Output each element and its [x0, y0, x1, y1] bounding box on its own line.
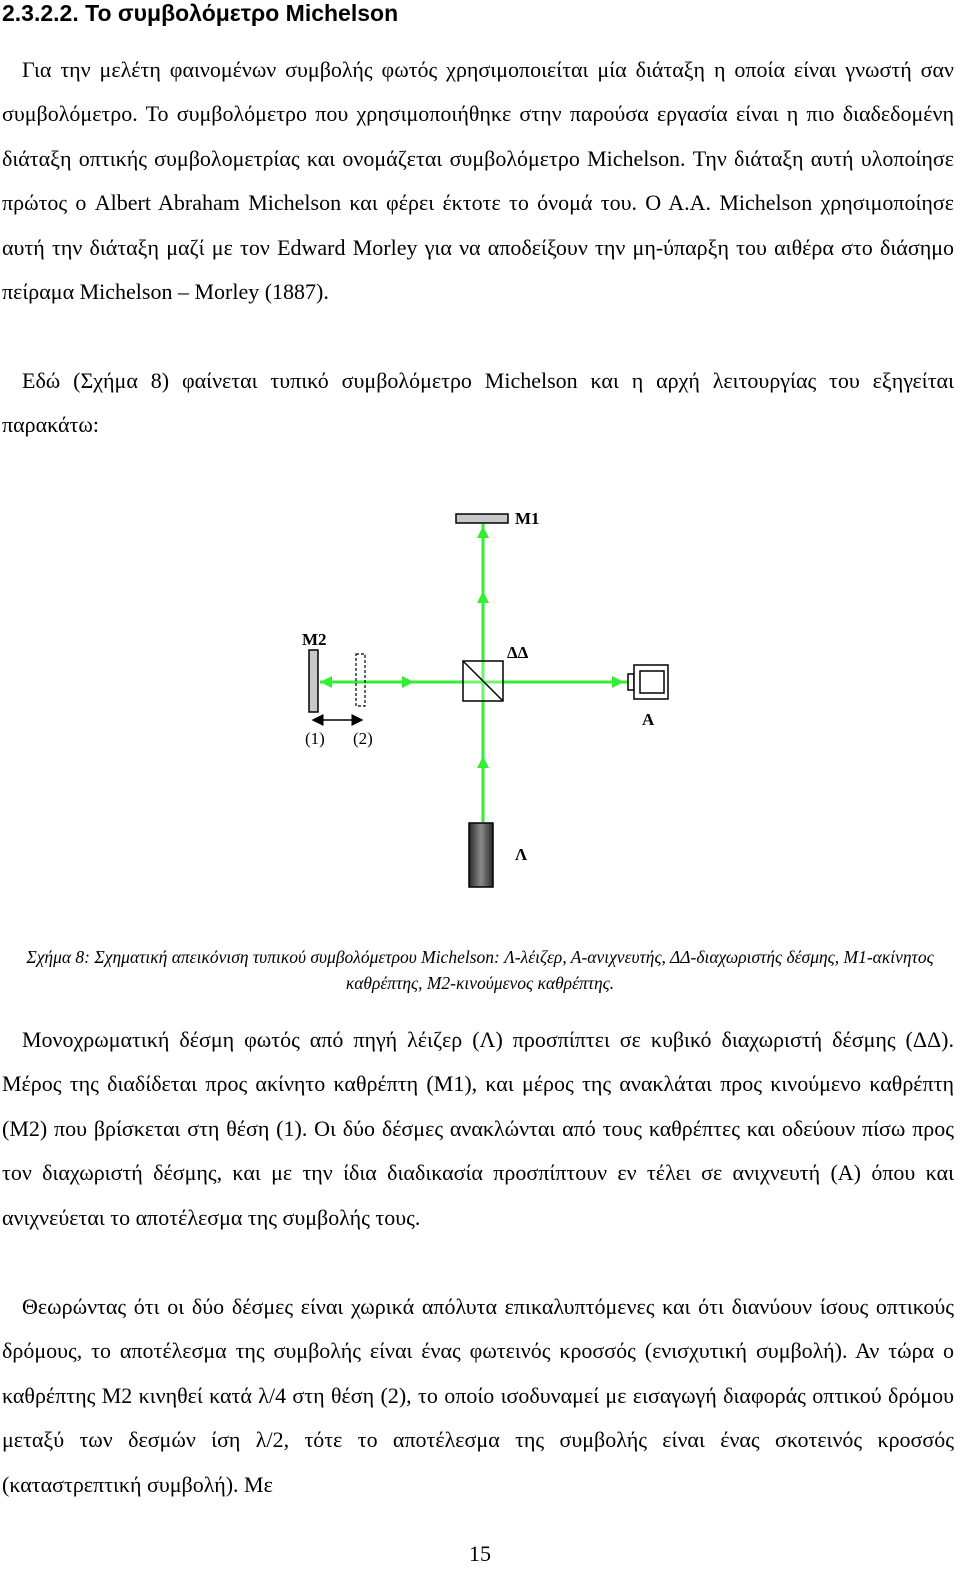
beam-arrow-up-mid: [477, 591, 489, 603]
label-position-2: (2): [353, 729, 373, 748]
mirror-m1: [456, 514, 508, 523]
paragraph-intro: Για την μελέτη φαινομένων συμβολής φωτός χρησιμοποιείται μία διάταξη η οποία είναι γνωστή σαν συμβολόμετρο. Το συμβολόμετρο που χρησιμοποιήθηκε στην παρούσα εργασία είναι η πιο διαδεδομένη διάταξη οπτικής συμβολομετρίας και ονομάζεται συμβολόμετρο Michelson. Την διάταξη αυτή υλοποίησε πρώτος ο Albert Abraham Michelson και φέρει έκτοτε το όνομά του. Ο Α.Α. Michelson χρησιμοποίησε αυτή την διάταξη μαζί με τον Edward Morley για να αποδείξουν την μη-ύπαρξη του αιθέρα στο διάσημο πείραμα Michelson – Morley (1887).: [2, 57, 954, 305]
paragraph-figure-ref: Εδώ (Σχήμα 8) φαίνεται τυπικό συμβολόμετρο Michelson και η αρχή λειτουργίας του εξηγείται παρακάτω:: [2, 368, 954, 438]
label-laser: Λ: [515, 845, 528, 864]
paragraph-operation: Μονοχρωματική δέσμη φωτός από πηγή λέιζερ (Λ) προσπίπτει σε κυβικό διαχωριστή δέσμης (ΔΔ). Μέρος της διαδίδεται προς ακίνητο καθρέπτη (Μ1), και μέρος της ανακλάται προς κινούμενο καθρέπτη (Μ2) που βρίσκεται στη θέση (1). Οι δύο δέσμες ανακλώνται από τους καθρέπτες και οδεύουν πίσω προς τον διαχωριστή δέσμης, και με την ίδια διαδικασία προσπίπτουν εν τέλει σε ανιχνευτή (Α) όπου και ανιχνεύεται το αποτέλεσμα της συμβολής τους.: [2, 1027, 954, 1230]
laser-source: [469, 823, 493, 887]
label-position-1: (1): [305, 729, 325, 748]
mirror-m2-position-2: [356, 654, 365, 706]
section-heading: 2.3.2.2. Το συμβολόμετρο Michelson: [2, 0, 399, 26]
page-number: 15: [469, 1541, 491, 1566]
beam-arrow-left: [320, 676, 332, 688]
detector: [628, 665, 668, 699]
label-beam-splitter: ΔΔ: [507, 643, 529, 662]
beam-arrow-right-mid: [402, 676, 414, 688]
beam-arrow-right-end: [612, 676, 624, 688]
mirror-m2: [309, 650, 318, 712]
figure-caption: Σχήμα 8: Σχηματική απεικόνιση τυπικού συμβολόμετρου Michelson: Λ-λέιζερ, Α-ανιχνευτής, ΔΔ-διαχωριστής δέσμης, Μ1-ακίνητος καθρέπτης, Μ2-κινούμενος καθρέπτης.: [26, 947, 934, 993]
label-m1: M1: [515, 509, 540, 528]
label-detector: A: [642, 710, 655, 729]
label-m2: M2: [302, 630, 327, 649]
michelson-interferometer-diagram: [0, 490, 960, 900]
beam-arrow-up-low: [477, 756, 489, 768]
beam-arrow-up-top: [477, 526, 489, 538]
paragraph-interference: Θεωρώντας ότι οι δύο δέσμες είναι χωρικά απόλυτα επικαλυπτόμενες και ότι διανύουν ίσους οπτικούς δρόμους, το αποτέλεσμα της συμβολής είναι ένας φωτεινός κροσσός (ενισχυτική συμβολή). Αν τώρα ο καθρέπτης Μ2 κινηθεί κατά λ/4 στη θέση (2), το οποίο ισοδυναμεί με εισαγωγή διαφοράς οπτικού δρόμου μεταξύ των δεσμών ίση λ/2, τότε το αποτέλεσμα της συμβολής είναι ένας σκοτεινός κροσσός (καταστρεπτική συμβολή). Με: [2, 1294, 954, 1497]
